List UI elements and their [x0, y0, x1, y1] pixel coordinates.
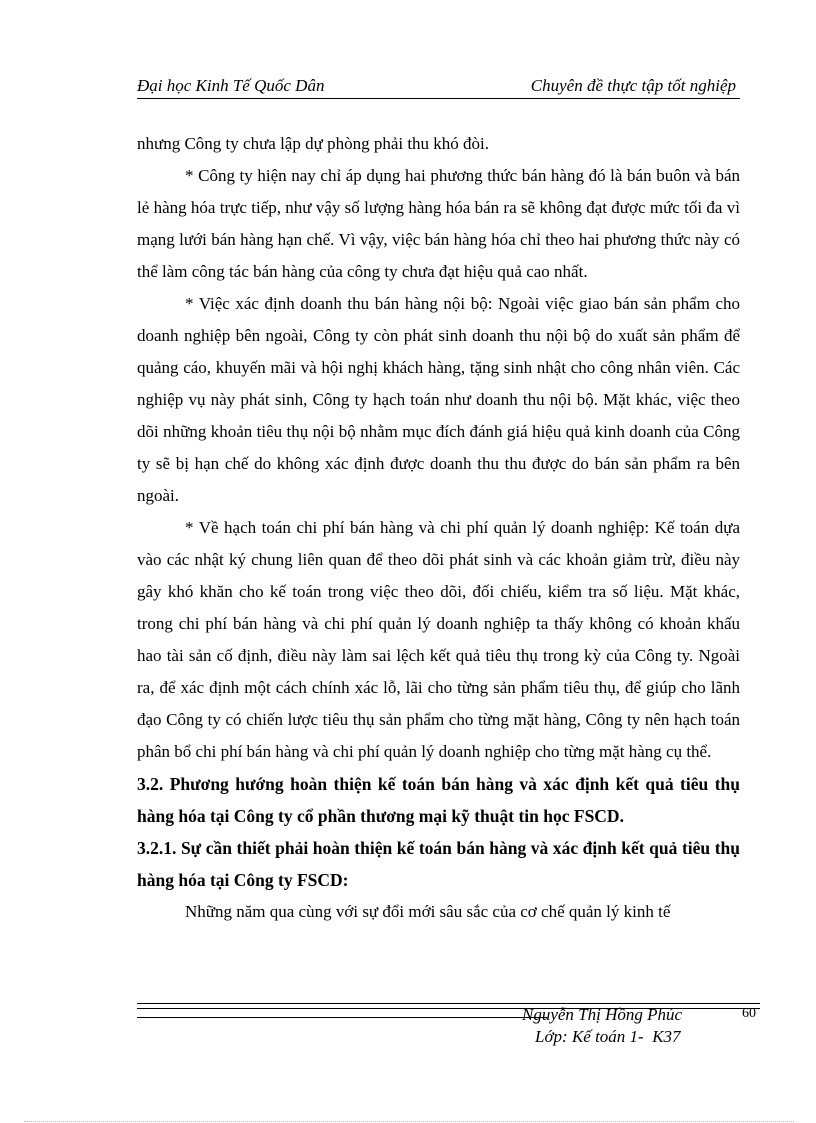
document-body	[137, 128, 740, 928]
paragraph-internal-revenue: * Việc xác định doanh thu bán hàng nội bộ: Ngoài việc giao bán sản phẩm cho doanh nghiệp bên ngoài, Công ty còn phát sinh doanh thu nội bộ do xuất sản phẩm để quảng cáo, khuyến mãi và hội nghị khách hàng, tặng sinh nhật cho công nhân viên. Các nghiệp vụ này phát sinh, Công ty hạch toán như doanh thu nội bộ. Mặt khác, việc theo dõi những khoản tiêu thụ nội bộ nhằm mục đích đánh giá hiệu quả kinh doanh của Công ty sẽ bị hạn chế do không xác định được doanh thu thu được do bán sản phẩm ra bên ngoài.	[137, 294, 740, 505]
page-header	[137, 76, 740, 98]
page-edge-dotted-line	[24, 1121, 794, 1122]
header-divider	[137, 98, 740, 99]
paragraph-sales-methods: * Công ty hiện nay chỉ áp dụng hai phương thức bán hàng đó là bán buôn và bán lẻ hàng hóa trực tiếp, như vậy số lượng hàng hóa bán ra sẽ không đạt được mức tối đa vì mạng lưới bán hàng hạn chế. Vì vậy, việc bán hàng hóa chỉ theo hai phương thức này có thể làm công tác bán hàng của công ty chưa đạt hiệu quả cao nhất.	[137, 166, 740, 281]
footer-divider-strike	[137, 1017, 547, 1018]
header-report-title: Chuyên đề thực tập tốt nghiệp	[530, 76, 736, 95]
section-heading-3-2-1: 3.2.1. Sự cần thiết phải hoàn thiện kế toán bán hàng và xác định kết quả tiêu thụ hàng hóa tại Công ty FSCD:	[137, 838, 740, 890]
header-university: Đại học Kinh Tế Quốc Dân	[137, 76, 325, 95]
paragraph-continuation: nhưng Công ty chưa lập dự phòng phải thu khó đòi.	[137, 134, 490, 153]
section-heading-3-2: 3.2. Phương hướng hoàn thiện kế toán bán hàng và xác định kết quả tiêu thụ hàng hóa tại Công ty cổ phần thương mại kỹ thuật tin học FSCD.	[137, 774, 740, 826]
paragraph-cost-accounting: * Về hạch toán chi phí bán hàng và chi phí quản lý doanh nghiệp: Kế toán dựa vào các nhật ký chung liên quan để theo dõi phát sinh và các khoản giảm trừ, điều này gây khó khăn cho kế toán trong việc theo dõi, đối chiếu, kiểm tra số liệu. Mặt khác, trong chi phí bán hàng và chi phí quản lý doanh nghiệp ta thấy không có khoản khấu hao tài sản cố định, điều này làm sai lệch kết quả tiêu thụ trong kỳ của Công ty. Ngoài ra, để xác định một cách chính xác lỗ, lãi cho từng sản phẩm tiêu thụ, để giúp cho lãnh đạo Công ty có chiến lược tiêu thụ sản phẩm cho từng mặt hàng, Công ty nên hạch toán phân bổ chi phí bán hàng và chi phí quản lý doanh nghiệp cho từng mặt hàng cụ thể.	[137, 518, 740, 761]
page-number: 60	[742, 1006, 756, 1021]
footer-class: Lớp: Kế toán 1- K37	[535, 1027, 681, 1046]
footer-author: Nguyễn Thị Hồng Phúc	[522, 1005, 683, 1024]
footer-divider-top	[137, 1003, 760, 1004]
paragraph-last: Những năm qua cùng với sự đổi mới sâu sắc của cơ chế quản lý kinh tế	[185, 902, 671, 921]
